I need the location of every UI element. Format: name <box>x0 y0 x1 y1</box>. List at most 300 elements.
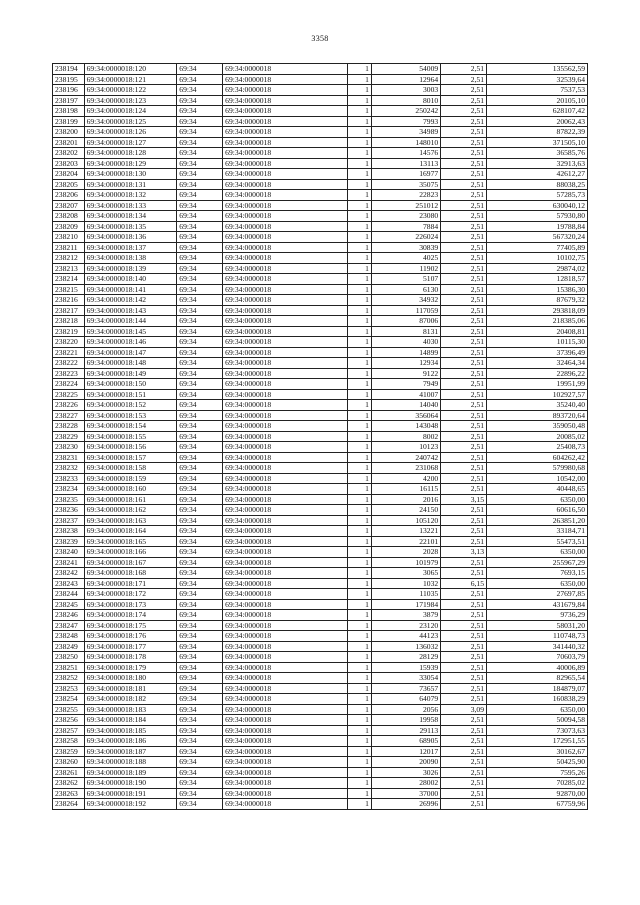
cadastral-district-cell: 69:34 <box>177 452 223 463</box>
area-cell: 231068 <box>371 463 440 474</box>
category-cell: 1 <box>348 683 371 694</box>
category-cell: 1 <box>348 568 371 579</box>
row-number-cell: 238261 <box>53 767 85 778</box>
row-number-cell: 238209 <box>53 221 85 232</box>
area-cell: 26996 <box>371 799 440 810</box>
cadastral-number-cell: 69:34:0000018:128 <box>84 148 177 159</box>
cadastral-quarter-cell: 69:34:0000018 <box>223 190 348 201</box>
row-number-cell: 238205 <box>53 179 85 190</box>
category-cell: 1 <box>348 221 371 232</box>
area-cell: 4025 <box>371 253 440 264</box>
cadastral-value-cell: 579980,68 <box>487 463 588 474</box>
cadastral-district-cell: 69:34 <box>177 799 223 810</box>
category-cell: 1 <box>348 589 371 600</box>
row-number-cell: 238252 <box>53 673 85 684</box>
cadastral-quarter-cell: 69:34:0000018 <box>223 620 348 631</box>
cadastral-district-cell: 69:34 <box>177 736 223 747</box>
cadastral-value-cell: 6350,00 <box>487 547 588 558</box>
specific-value-cell: 2,51 <box>441 442 487 453</box>
cadastral-value-cell: 32539,64 <box>487 74 588 85</box>
category-cell: 1 <box>348 137 371 148</box>
cadastral-quarter-cell: 69:34:0000018 <box>223 799 348 810</box>
table-row <box>53 400 588 411</box>
cadastral-quarter-cell: 69:34:0000018 <box>223 746 348 757</box>
table-body <box>53 64 588 810</box>
cadastral-quarter-cell: 69:34:0000018 <box>223 473 348 484</box>
cadastral-number-cell: 69:34:0000018:179 <box>84 662 177 673</box>
row-number-cell: 238213 <box>53 263 85 274</box>
cadastral-quarter-cell: 69:34:0000018 <box>223 127 348 138</box>
category-cell: 1 <box>348 788 371 799</box>
area-cell: 68905 <box>371 736 440 747</box>
cadastral-number-cell: 69:34:0000018:131 <box>84 179 177 190</box>
category-cell: 1 <box>348 778 371 789</box>
cadastral-district-cell: 69:34 <box>177 337 223 348</box>
area-cell: 10123 <box>371 442 440 453</box>
area-cell: 12964 <box>371 74 440 85</box>
area-cell: 251012 <box>371 200 440 211</box>
table-row <box>53 263 588 274</box>
cadastral-district-cell: 69:34 <box>177 410 223 421</box>
cadastral-quarter-cell: 69:34:0000018 <box>223 757 348 768</box>
row-number-cell: 238206 <box>53 190 85 201</box>
table-row <box>53 557 588 568</box>
cadastral-number-cell: 69:34:0000018:122 <box>84 85 177 96</box>
area-cell: 8010 <box>371 95 440 106</box>
specific-value-cell: 2,51 <box>441 421 487 432</box>
cadastral-district-cell: 69:34 <box>177 179 223 190</box>
cadastral-quarter-cell: 69:34:0000018 <box>223 116 348 127</box>
cadastral-district-cell: 69:34 <box>177 526 223 537</box>
area-cell: 2016 <box>371 494 440 505</box>
table-row <box>53 599 588 610</box>
table-row <box>53 631 588 642</box>
cadastral-quarter-cell: 69:34:0000018 <box>223 421 348 432</box>
cadastral-quarter-cell: 69:34:0000018 <box>223 358 348 369</box>
table-row <box>53 274 588 285</box>
category-cell: 1 <box>348 494 371 505</box>
category-cell: 1 <box>348 158 371 169</box>
specific-value-cell: 2,51 <box>441 652 487 663</box>
category-cell: 1 <box>348 116 371 127</box>
category-cell: 1 <box>348 95 371 106</box>
cadastral-quarter-cell: 69:34:0000018 <box>223 484 348 495</box>
cadastral-value-cell: 255967,29 <box>487 557 588 568</box>
cadastral-number-cell: 69:34:0000018:161 <box>84 494 177 505</box>
cadastral-value-cell: 40006,89 <box>487 662 588 673</box>
row-number-cell: 238239 <box>53 536 85 547</box>
cadastral-district-cell: 69:34 <box>177 190 223 201</box>
cadastral-value-cell: 6350,00 <box>487 704 588 715</box>
area-cell: 2028 <box>371 547 440 558</box>
cadastral-district-cell: 69:34 <box>177 673 223 684</box>
cadastral-value-cell: 32913,63 <box>487 158 588 169</box>
category-cell: 1 <box>348 316 371 327</box>
cadastral-district-cell: 69:34 <box>177 568 223 579</box>
table-row <box>53 368 588 379</box>
row-number-cell: 238257 <box>53 725 85 736</box>
table-row <box>53 326 588 337</box>
row-number-cell: 238242 <box>53 568 85 579</box>
category-cell: 1 <box>348 421 371 432</box>
cadastral-value-cell: 893720,64 <box>487 410 588 421</box>
specific-value-cell: 2,51 <box>441 463 487 474</box>
area-cell: 54009 <box>371 64 440 75</box>
row-number-cell: 238231 <box>53 452 85 463</box>
cadastral-value-cell: 60616,50 <box>487 505 588 516</box>
cadastral-value-cell: 55473,51 <box>487 536 588 547</box>
cadastral-value-cell: 50094,58 <box>487 715 588 726</box>
cadastral-value-cell: 77405,89 <box>487 242 588 253</box>
table-row <box>53 694 588 705</box>
table-row <box>53 788 588 799</box>
cadastral-quarter-cell: 69:34:0000018 <box>223 274 348 285</box>
specific-value-cell: 2,51 <box>441 725 487 736</box>
cadastral-number-cell: 69:34:0000018:125 <box>84 116 177 127</box>
specific-value-cell: 2,51 <box>441 316 487 327</box>
cadastral-value-cell: 7595,26 <box>487 767 588 778</box>
table-row <box>53 379 588 390</box>
category-cell: 1 <box>348 484 371 495</box>
row-number-cell: 238208 <box>53 211 85 222</box>
row-number-cell: 238253 <box>53 683 85 694</box>
specific-value-cell: 2,51 <box>441 263 487 274</box>
cadastral-number-cell: 69:34:0000018:182 <box>84 694 177 705</box>
area-cell: 29113 <box>371 725 440 736</box>
row-number-cell: 238204 <box>53 169 85 180</box>
row-number-cell: 238238 <box>53 526 85 537</box>
specific-value-cell: 2,51 <box>441 284 487 295</box>
table-row <box>53 767 588 778</box>
specific-value-cell: 2,51 <box>441 568 487 579</box>
cadastral-value-cell: 37396,49 <box>487 347 588 358</box>
category-cell: 1 <box>348 505 371 516</box>
area-cell: 35075 <box>371 179 440 190</box>
cadastral-number-cell: 69:34:0000018:145 <box>84 326 177 337</box>
table-row <box>53 211 588 222</box>
cadastral-number-cell: 69:34:0000018:183 <box>84 704 177 715</box>
cadastral-value-cell: 32464,34 <box>487 358 588 369</box>
cadastral-quarter-cell: 69:34:0000018 <box>223 347 348 358</box>
table-row <box>53 568 588 579</box>
table-row <box>53 442 588 453</box>
area-cell: 13113 <box>371 158 440 169</box>
category-cell: 1 <box>348 284 371 295</box>
cadastral-quarter-cell: 69:34:0000018 <box>223 715 348 726</box>
cadastral-value-cell: 87822,39 <box>487 127 588 138</box>
cadastral-quarter-cell: 69:34:0000018 <box>223 526 348 537</box>
table-row <box>53 505 588 516</box>
area-cell: 28129 <box>371 652 440 663</box>
cadastral-value-cell: 36585,76 <box>487 148 588 159</box>
category-cell: 1 <box>348 274 371 285</box>
row-number-cell: 238202 <box>53 148 85 159</box>
cadastral-district-cell: 69:34 <box>177 232 223 243</box>
cadastral-quarter-cell: 69:34:0000018 <box>223 263 348 274</box>
cadastral-value-cell: 160838,29 <box>487 694 588 705</box>
cadastral-district-cell: 69:34 <box>177 421 223 432</box>
area-cell: 8131 <box>371 326 440 337</box>
cadastral-district-cell: 69:34 <box>177 326 223 337</box>
row-number-cell: 238203 <box>53 158 85 169</box>
cadastral-quarter-cell: 69:34:0000018 <box>223 652 348 663</box>
category-cell: 1 <box>348 431 371 442</box>
row-number-cell: 238194 <box>53 64 85 75</box>
area-cell: 6130 <box>371 284 440 295</box>
row-number-cell: 238236 <box>53 505 85 516</box>
table-row <box>53 725 588 736</box>
row-number-cell: 238258 <box>53 736 85 747</box>
table-row <box>53 547 588 558</box>
area-cell: 14576 <box>371 148 440 159</box>
specific-value-cell: 2,51 <box>441 610 487 621</box>
cadastral-district-cell: 69:34 <box>177 368 223 379</box>
table-row <box>53 106 588 117</box>
specific-value-cell: 2,51 <box>441 557 487 568</box>
specific-value-cell: 2,51 <box>441 379 487 390</box>
specific-value-cell: 2,51 <box>441 484 487 495</box>
cadastral-value-cell: 67759,96 <box>487 799 588 810</box>
area-cell: 34932 <box>371 295 440 306</box>
table-row <box>53 358 588 369</box>
specific-value-cell: 2,51 <box>441 757 487 768</box>
table-row <box>53 683 588 694</box>
category-cell: 1 <box>348 599 371 610</box>
category-cell: 1 <box>348 148 371 159</box>
table-row <box>53 169 588 180</box>
area-cell: 73657 <box>371 683 440 694</box>
category-cell: 1 <box>348 631 371 642</box>
cadastral-quarter-cell: 69:34:0000018 <box>223 95 348 106</box>
cadastral-value-cell: 218385,06 <box>487 316 588 327</box>
row-number-cell: 238221 <box>53 347 85 358</box>
area-cell: 2056 <box>371 704 440 715</box>
cadastral-number-cell: 69:34:0000018:154 <box>84 421 177 432</box>
cadastral-number-cell: 69:34:0000018:135 <box>84 221 177 232</box>
specific-value-cell: 2,51 <box>441 599 487 610</box>
cadastral-quarter-cell: 69:34:0000018 <box>223 557 348 568</box>
category-cell: 1 <box>348 347 371 358</box>
cadastral-district-cell: 69:34 <box>177 515 223 526</box>
cadastral-district-cell: 69:34 <box>177 694 223 705</box>
category-cell: 1 <box>348 536 371 547</box>
cadastral-value-cell: 29874,02 <box>487 263 588 274</box>
cadastral-number-cell: 69:34:0000018:185 <box>84 725 177 736</box>
table-row <box>53 610 588 621</box>
row-number-cell: 238247 <box>53 620 85 631</box>
cadastral-number-cell: 69:34:0000018:137 <box>84 242 177 253</box>
specific-value-cell: 2,51 <box>441 169 487 180</box>
cadastral-value-cell: 19951,99 <box>487 379 588 390</box>
category-cell: 1 <box>348 242 371 253</box>
area-cell: 240742 <box>371 452 440 463</box>
cadastral-value-cell: 604262,42 <box>487 452 588 463</box>
cadastral-value-cell: 263851,20 <box>487 515 588 526</box>
row-number-cell: 238195 <box>53 74 85 85</box>
category-cell: 1 <box>348 263 371 274</box>
table-row <box>53 673 588 684</box>
area-cell: 8002 <box>371 431 440 442</box>
cadastral-number-cell: 69:34:0000018:159 <box>84 473 177 484</box>
cadastral-quarter-cell: 69:34:0000018 <box>223 316 348 327</box>
cadastral-number-cell: 69:34:0000018:160 <box>84 484 177 495</box>
row-number-cell: 238260 <box>53 757 85 768</box>
row-number-cell: 238246 <box>53 610 85 621</box>
area-cell: 7884 <box>371 221 440 232</box>
area-cell: 11035 <box>371 589 440 600</box>
cadastral-quarter-cell: 69:34:0000018 <box>223 505 348 516</box>
table-row <box>53 715 588 726</box>
cadastral-quarter-cell: 69:34:0000018 <box>223 736 348 747</box>
specific-value-cell: 2,51 <box>441 736 487 747</box>
row-number-cell: 238224 <box>53 379 85 390</box>
area-cell: 20090 <box>371 757 440 768</box>
category-cell: 1 <box>348 746 371 757</box>
row-number-cell: 238196 <box>53 85 85 96</box>
cadastral-quarter-cell: 69:34:0000018 <box>223 515 348 526</box>
cadastral-number-cell: 69:34:0000018:175 <box>84 620 177 631</box>
cadastral-quarter-cell: 69:34:0000018 <box>223 452 348 463</box>
category-cell: 1 <box>348 305 371 316</box>
specific-value-cell: 2,51 <box>441 211 487 222</box>
category-cell: 1 <box>348 452 371 463</box>
row-number-cell: 238211 <box>53 242 85 253</box>
area-cell: 250242 <box>371 106 440 117</box>
cadastral-district-cell: 69:34 <box>177 85 223 96</box>
table-row <box>53 746 588 757</box>
cadastral-district-cell: 69:34 <box>177 557 223 568</box>
cadastral-district-cell: 69:34 <box>177 316 223 327</box>
cadastral-quarter-cell: 69:34:0000018 <box>223 169 348 180</box>
cadastral-value-cell: 12818,57 <box>487 274 588 285</box>
cadastral-district-cell: 69:34 <box>177 253 223 264</box>
specific-value-cell: 2,51 <box>441 326 487 337</box>
area-cell: 41007 <box>371 389 440 400</box>
cadastral-district-cell: 69:34 <box>177 473 223 484</box>
specific-value-cell: 2,51 <box>441 799 487 810</box>
specific-value-cell: 3,09 <box>441 704 487 715</box>
cadastral-number-cell: 69:34:0000018:178 <box>84 652 177 663</box>
cadastral-district-cell: 69:34 <box>177 64 223 75</box>
table-row <box>53 253 588 264</box>
cadastral-quarter-cell: 69:34:0000018 <box>223 379 348 390</box>
specific-value-cell: 2,51 <box>441 589 487 600</box>
cadastral-value-cell: 25408,73 <box>487 442 588 453</box>
cadastral-quarter-cell: 69:34:0000018 <box>223 536 348 547</box>
specific-value-cell: 2,51 <box>441 179 487 190</box>
specific-value-cell: 2,51 <box>441 767 487 778</box>
specific-value-cell: 2,51 <box>441 389 487 400</box>
cadastral-quarter-cell: 69:34:0000018 <box>223 221 348 232</box>
cadastral-number-cell: 69:34:0000018:168 <box>84 568 177 579</box>
cadastral-value-cell: 7537,53 <box>487 85 588 96</box>
cadastral-number-cell: 69:34:0000018:132 <box>84 190 177 201</box>
cadastral-quarter-cell: 69:34:0000018 <box>223 211 348 222</box>
table-row <box>53 337 588 348</box>
cadastral-number-cell: 69:34:0000018:123 <box>84 95 177 106</box>
cadastral-value-cell: 33184,71 <box>487 526 588 537</box>
cadastral-number-cell: 69:34:0000018:165 <box>84 536 177 547</box>
category-cell: 1 <box>348 389 371 400</box>
category-cell: 1 <box>348 106 371 117</box>
cadastral-quarter-cell: 69:34:0000018 <box>223 463 348 474</box>
specific-value-cell: 2,51 <box>441 74 487 85</box>
area-cell: 15939 <box>371 662 440 673</box>
cadastral-number-cell: 69:34:0000018:147 <box>84 347 177 358</box>
cadastral-value-cell: 73073,63 <box>487 725 588 736</box>
area-cell: 12934 <box>371 358 440 369</box>
table-row <box>53 757 588 768</box>
specific-value-cell: 2,51 <box>441 64 487 75</box>
cadastral-value-cell: 6350,00 <box>487 578 588 589</box>
cadastral-number-cell: 69:34:0000018:144 <box>84 316 177 327</box>
row-number-cell: 238226 <box>53 400 85 411</box>
row-number-cell: 238235 <box>53 494 85 505</box>
cadastral-number-cell: 69:34:0000018:180 <box>84 673 177 684</box>
specific-value-cell: 2,51 <box>441 410 487 421</box>
cadastral-quarter-cell: 69:34:0000018 <box>223 410 348 421</box>
specific-value-cell: 2,51 <box>441 536 487 547</box>
area-cell: 136032 <box>371 641 440 652</box>
cadastral-number-cell: 69:34:0000018:158 <box>84 463 177 474</box>
row-number-cell: 238233 <box>53 473 85 484</box>
cadastral-quarter-cell: 69:34:0000018 <box>223 232 348 243</box>
cadastral-value-cell: 42612,27 <box>487 169 588 180</box>
area-cell: 22823 <box>371 190 440 201</box>
cadastral-value-table <box>52 63 588 810</box>
area-cell: 37000 <box>371 788 440 799</box>
cadastral-quarter-cell: 69:34:0000018 <box>223 578 348 589</box>
table-row <box>53 200 588 211</box>
cadastral-quarter-cell: 69:34:0000018 <box>223 494 348 505</box>
table-row <box>53 484 588 495</box>
cadastral-district-cell: 69:34 <box>177 757 223 768</box>
cadastral-district-cell: 69:34 <box>177 242 223 253</box>
cadastral-value-cell: 19788,84 <box>487 221 588 232</box>
row-number-cell: 238262 <box>53 778 85 789</box>
cadastral-value-cell: 20408,81 <box>487 326 588 337</box>
cadastral-district-cell: 69:34 <box>177 200 223 211</box>
specific-value-cell: 2,51 <box>441 116 487 127</box>
table-row <box>53 736 588 747</box>
area-cell: 117059 <box>371 305 440 316</box>
cadastral-number-cell: 69:34:0000018:149 <box>84 368 177 379</box>
table-row <box>53 116 588 127</box>
specific-value-cell: 2,51 <box>441 694 487 705</box>
row-number-cell: 238199 <box>53 116 85 127</box>
specific-value-cell: 2,51 <box>441 274 487 285</box>
cadastral-number-cell: 69:34:0000018:167 <box>84 557 177 568</box>
category-cell: 1 <box>348 232 371 243</box>
cadastral-number-cell: 69:34:0000018:124 <box>84 106 177 117</box>
area-cell: 14040 <box>371 400 440 411</box>
cadastral-quarter-cell: 69:34:0000018 <box>223 295 348 306</box>
cadastral-number-cell: 69:34:0000018:190 <box>84 778 177 789</box>
category-cell: 1 <box>348 295 371 306</box>
cadastral-value-cell: 110748,73 <box>487 631 588 642</box>
specific-value-cell: 2,51 <box>441 620 487 631</box>
table-row <box>53 232 588 243</box>
area-cell: 4200 <box>371 473 440 484</box>
area-cell: 4030 <box>371 337 440 348</box>
cadastral-number-cell: 69:34:0000018:191 <box>84 788 177 799</box>
table-row <box>53 85 588 96</box>
cadastral-quarter-cell: 69:34:0000018 <box>223 242 348 253</box>
cadastral-value-cell: 431679,84 <box>487 599 588 610</box>
table-row <box>53 284 588 295</box>
area-cell: 1032 <box>371 578 440 589</box>
cadastral-number-cell: 69:34:0000018:133 <box>84 200 177 211</box>
